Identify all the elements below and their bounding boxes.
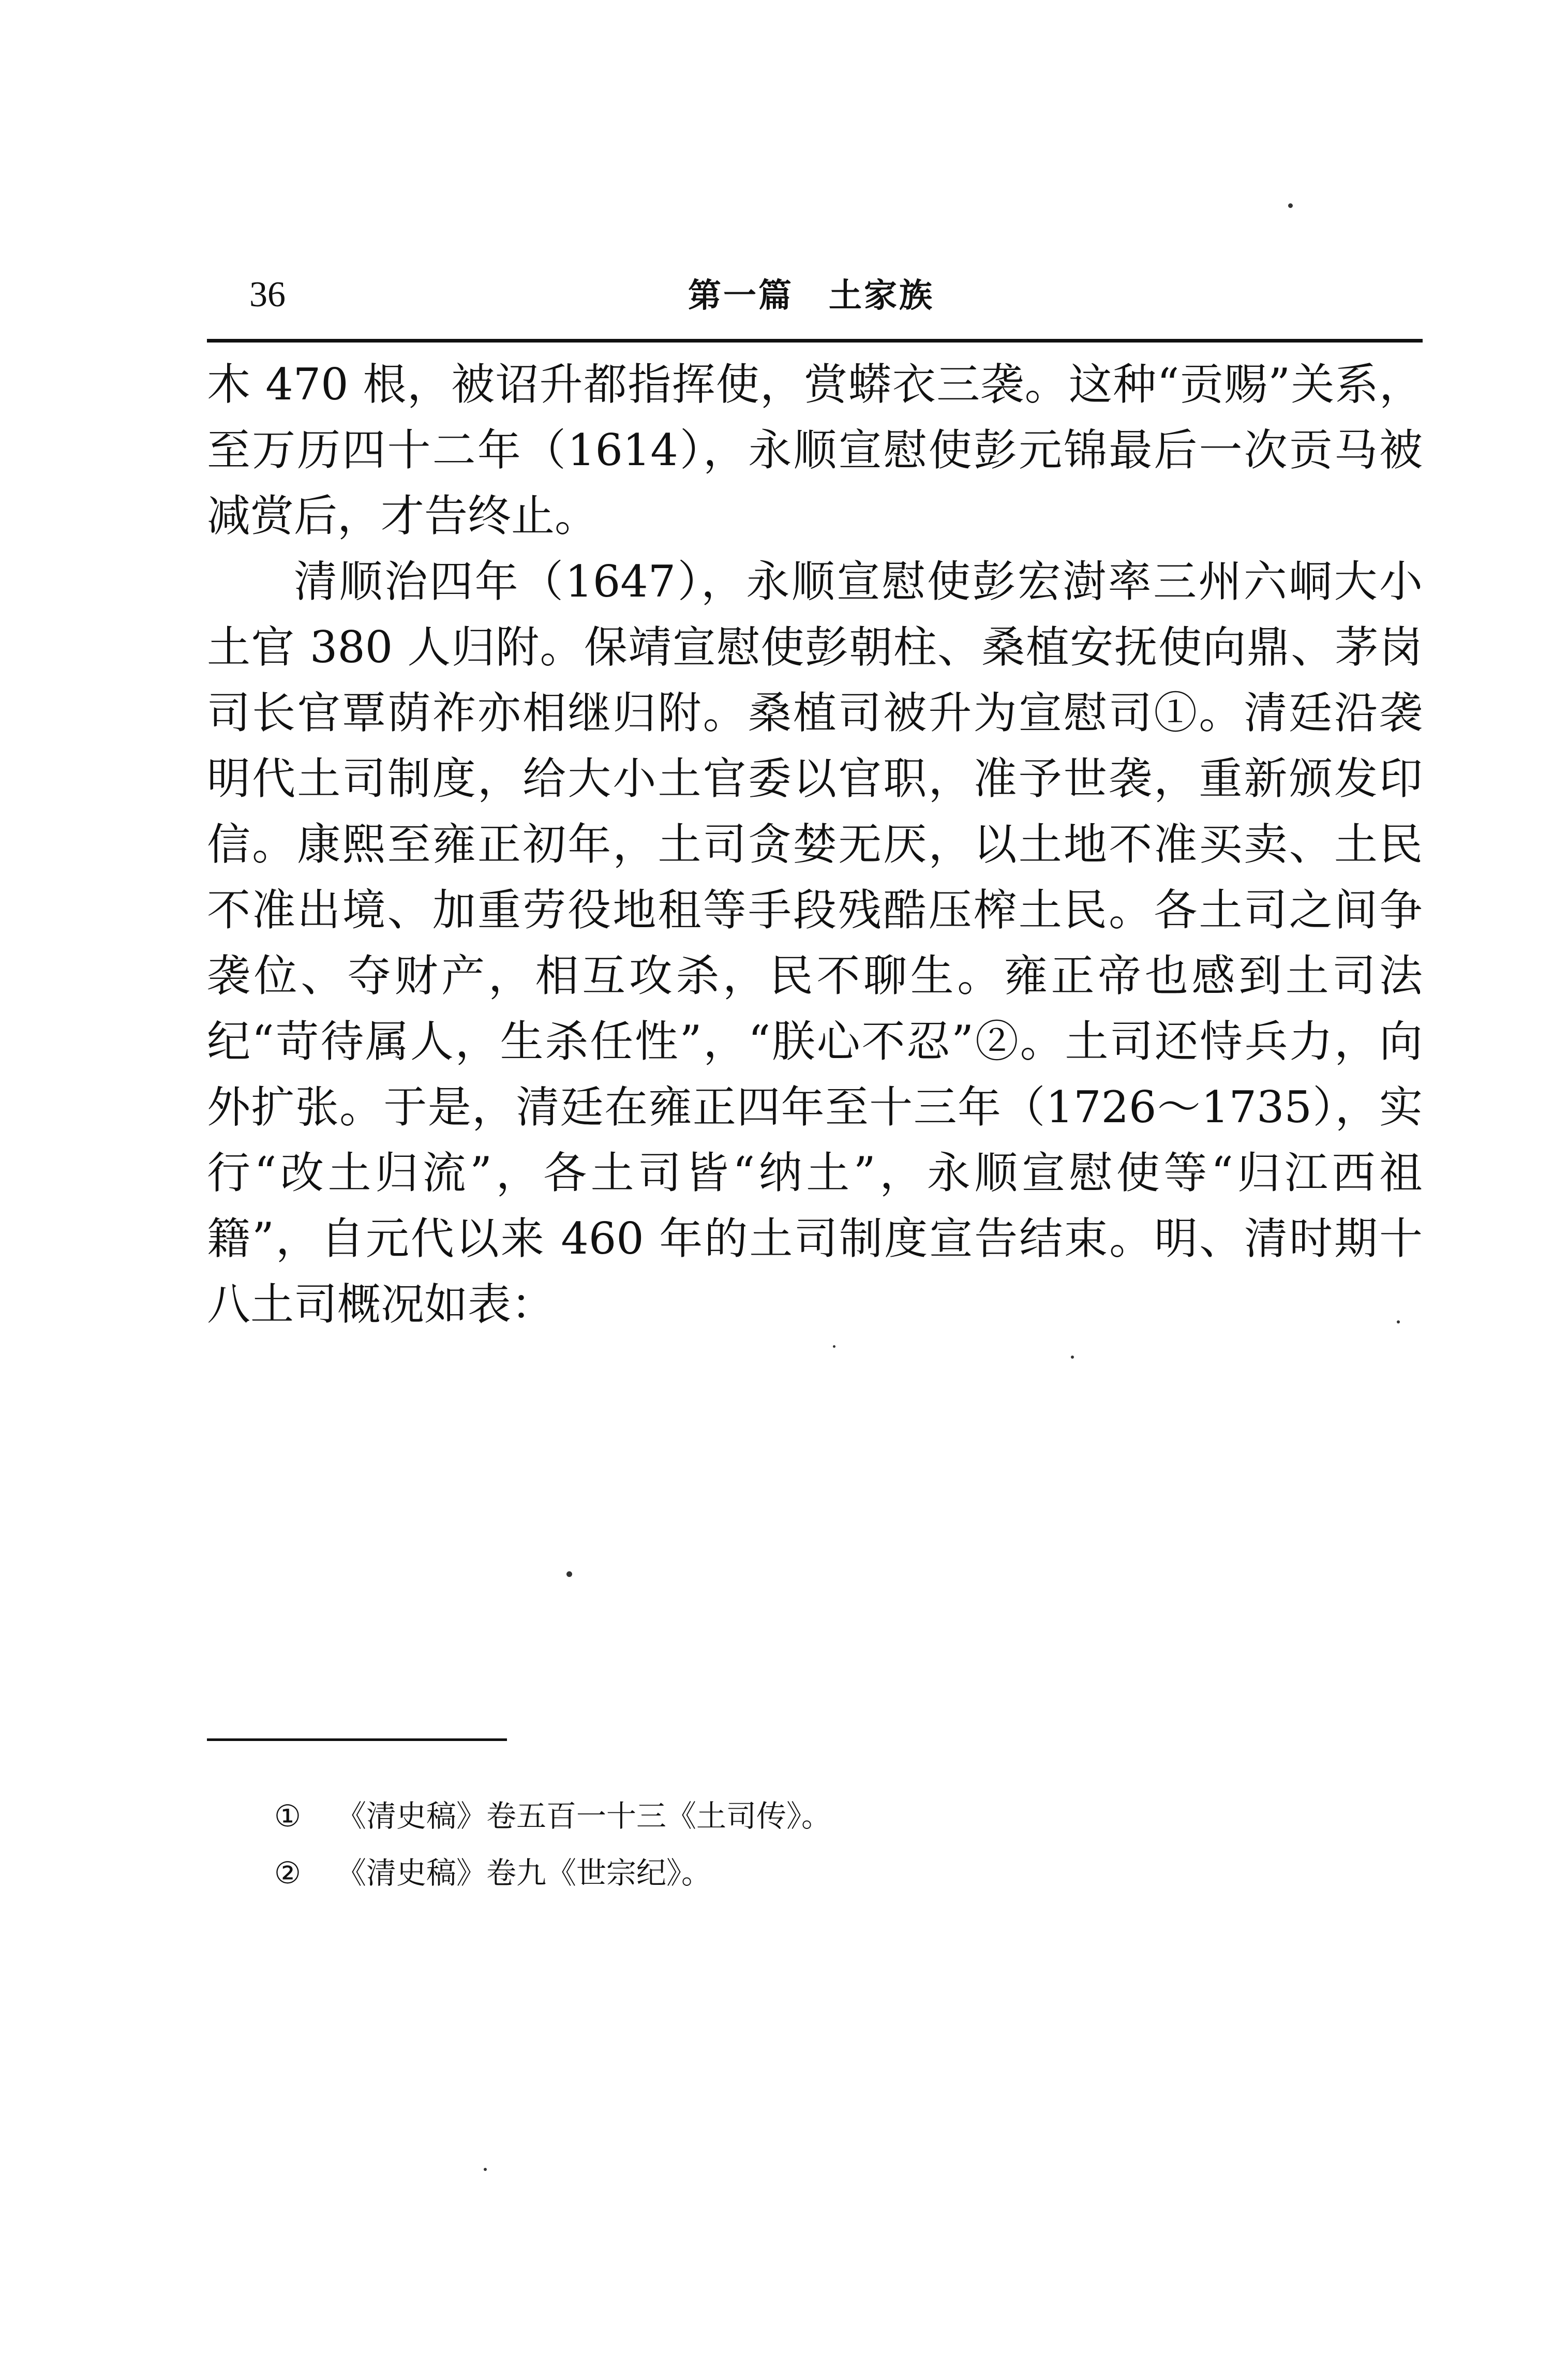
footnote-text: 《清史稿》卷五百一十三《土司传》。 [336, 1798, 832, 1834]
scan-speck [1397, 1320, 1400, 1323]
scan-speck [1288, 203, 1293, 208]
scan-speck [566, 1571, 572, 1577]
page-number: 36 [249, 275, 286, 315]
scan-speck [1071, 1356, 1074, 1359]
footnote-mark: ① [274, 1798, 301, 1834]
footnotes [274, 1788, 1412, 1901]
scan-speck [833, 1345, 835, 1348]
body-text [207, 352, 1423, 1337]
footnote-item [274, 1788, 1412, 1844]
paragraph: 木 470 根，被诏升都指挥使，赏蟒衣三袭。这种“贡赐”关系，至万历四十二年（1614），永顺宣慰使彭元锦最后一次贡马被减赏后，才告终止。 [207, 359, 1423, 541]
paragraph: 清顺治四年（1647），永顺宣慰使彭宏澍率三州六峒大小土官 380 人归附。保靖宣慰使彭朝柱、桑植安抚使向鼎、茅岗司长官覃荫祚亦相继归附。桑植司被升为宣慰司①。清廷沿袭明代土司制度，给大小土官委以官职，准予世袭，重新颁发印信。康熙至雍正初年，土司贪婪无厌，以土地不准买卖、土民不准出境、加重劳役地租等手段残酷压榨土民。各土司之间争袭位、夺财产，相互攻杀，民不聊生。雍正帝也感到土司法纪“苛待属人，生杀任性”，“朕心不忍”②。土司还恃兵力，向外扩张。于是，清廷在雍正四年至十三年（1726～1735），实行“改土归流”，各土司皆“纳土”，永顺宣慰使等“归江西祖籍”，自元代以来 460 年的土司制度宣告结束。明、清时期十八土司概况如表： [207, 556, 1423, 1330]
footnote-text: 《清史稿》卷九《世宗纪》。 [336, 1855, 712, 1891]
header-rule [207, 339, 1423, 343]
footnote-item [274, 1844, 1412, 1901]
footnote-rule [207, 1738, 507, 1741]
footnote-mark: ② [274, 1855, 301, 1891]
scan-speck [484, 2168, 487, 2171]
running-head: 第一篇 土家族 [688, 277, 934, 315]
